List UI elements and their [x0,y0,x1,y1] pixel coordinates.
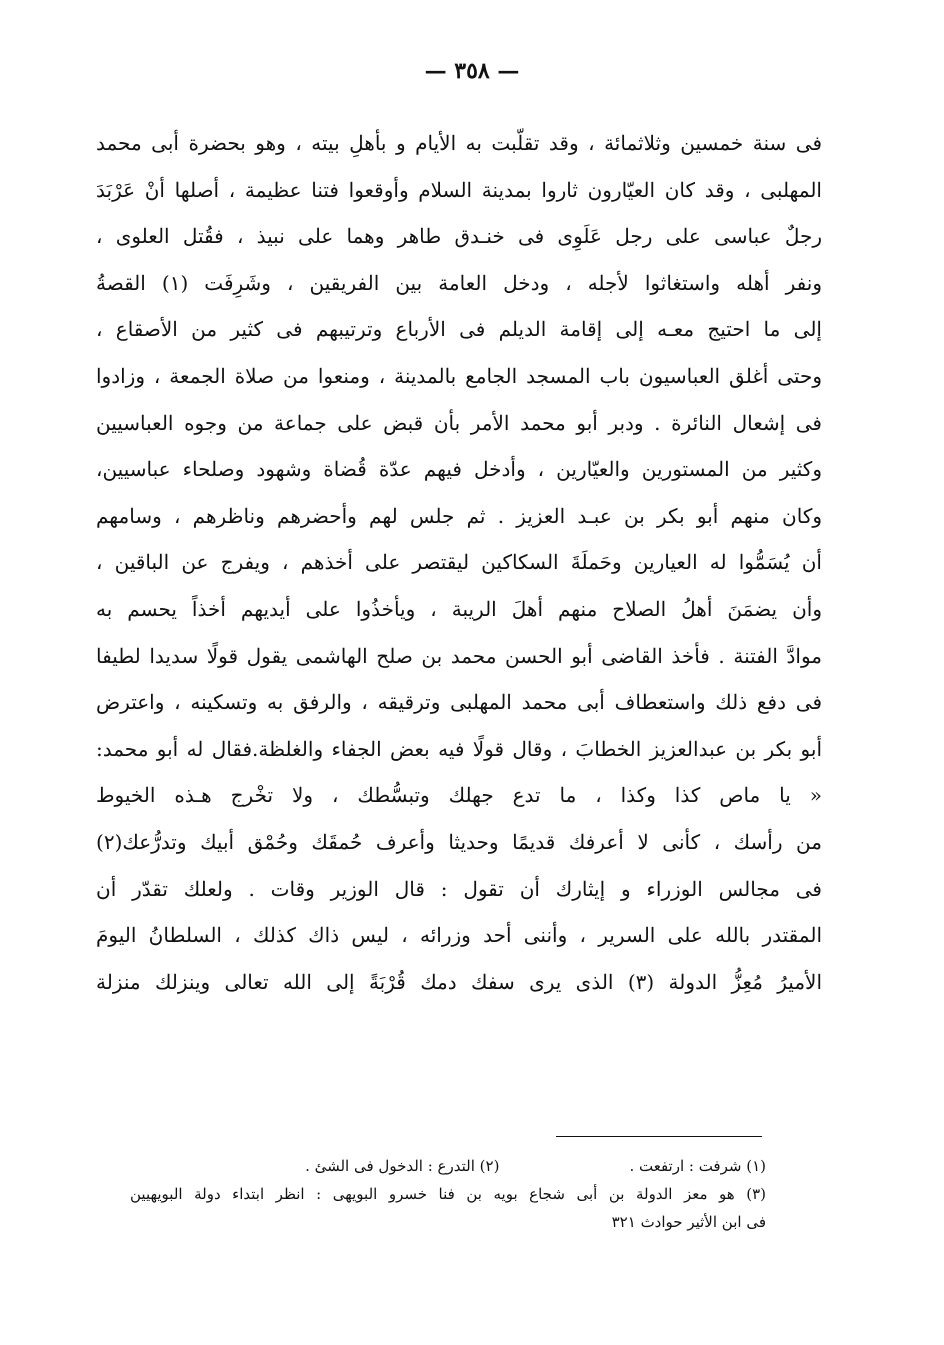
footnotes [130,1152,766,1236]
text-line: فى إشعال النائرة . ودبر أبو محمد الأمر بأن قبض على جماعة من وجوه العباسيين [96,410,822,435]
text-line: إلى ما احتيج معـه إلى إقامة الديلم فى الأرباع وترتيبهم فى كثير من الأصقاع ، [96,317,822,342]
text-line: فى مجالس الوزراء و إيثارك أن تقول : قال الوزير وقات . ولعلك تقدّر أن [96,876,822,901]
text-line: فى دفع ذلك واستعطاف أبى محمد المهلبى وترقيقه ، والرفق به وتسكينه ، واعترض [96,690,822,715]
footnote-2: (٢) التدرع : الدخول فى الشئ . [305,1157,500,1175]
footnote-row [130,1152,766,1180]
text-line: أبو بكر بن عبدالعزيز الخطابَ ، وقال قولًا فيه بعض الجفاء والغلظة.فقال له أبو محمد: [96,736,822,761]
text-line: الأميرُ مُعِزُّ الدولة (٣) الذى يرى سفك دمك قُرْبَةً إلى الله تعالى وينزلك منزلة [96,969,822,994]
page-number: — ٣٥٨ — [424,58,520,84]
text-line: وأن يضمَنَ أهلُ الصلاح منهم أهلَ الريبة ، ويأخذُوا على أيديهم أخذاً يحسم به [96,596,822,621]
text-line: أن يُسَمُّوا له العيارين وحَملَةَ السكاكين ليقتصر على أخذهم ، ويفرج عن الباقين ، [96,550,822,575]
text-line: وكثير من المستورين والعيّارين ، وأدخل فيهم عدّة قُضاة وشهود وصلحاء عباسيين، [96,457,822,482]
text-line: فى سنة خمسين وثلاثمائة ، وقد تقلّبت به الأيام و بأهلِ بيته ، وهو بحضرة أبى محمد [96,131,822,155]
text-line: رجلٌ عباسى على رجل عَلَوِى فى خنـدق طاهر وهما على نبيذ ، فقُتل العلوى ، [96,224,822,249]
text-line: وحتى أغلق العباسيون باب المسجد الجامع بالمدينة ، ومنعوا من صلاة الجمعة ، وزادوا [96,363,822,388]
text-line: وكان منهم أبو بكر بن عبـد العزيز . ثم جلس لهم وأحضرهم وناظرهم ، وسامهم [96,503,822,528]
footnote-3-continued: فى ابن الأثير حوادث ٣٢١ [611,1213,766,1231]
text-line: موادَّ الفتنة . فأخذ القاضى أبو الحسن محمد بن صلح الهاشمى يقول قولًا سديدا لطيفا [96,643,822,668]
body-text [96,120,822,1005]
text-line: المقتدر بالله على السرير ، وأننى أحد وزرائه ، ليس ذاك كذلك ، السلطانُ اليومَ [96,923,822,948]
text-line: « يا ماص كذا وكذا ، ما تدع جهلك وتبسُّطك ، ولا تخْرج هـذه الخيوط [96,783,822,808]
footnote-divider [556,1136,762,1137]
text-line: المهلبى ، وقد كان العيّارون ثاروا بمدينة السلام وأوقعوا فتنا عظيمة ، أصلها أنْ عَرْبَدَ [96,177,822,202]
text-line: من رأسك ، كأنى لا أعرفك قديمًا وحديثا وأعرف حُمقَك وحُمْق أبيك وتدرُّعك(٢) [96,829,822,854]
footnote-3: (٣) هو معز الدولة بن أبى شجاع بويه بن فنا خسرو البويهى : انظر ابتداء دولة البويهيين [130,1185,766,1203]
text-line: ونفر أهله واستغاثوا لأجله ، ودخل العامة بين الفريقين ، وشَرِفَت (١) القصةُ [96,270,822,295]
footnote-1: (١) شرفت : ارتفعت . [629,1157,766,1175]
